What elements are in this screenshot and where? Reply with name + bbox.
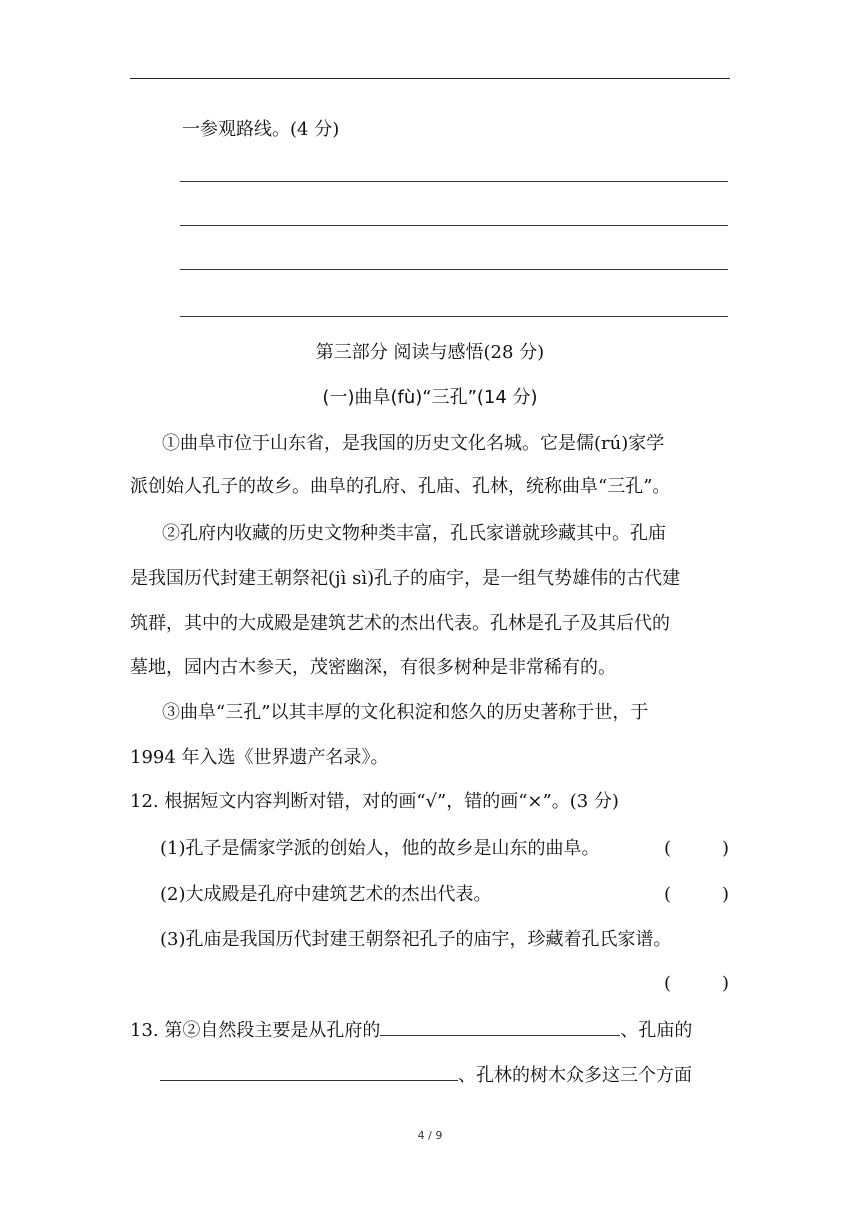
q12-item-1: (1)孔子是儒家学派的创始人，他的故乡是山东的曲阜。	[160, 838, 600, 859]
q12-item-2-open-paren: (	[664, 884, 672, 905]
passage-p1-line2: 派创始人孔子的故乡。曲阜的孔府、孔庙、孔林，统称曲阜“三孔”。	[130, 476, 671, 497]
q12-item-3-answer-box[interactable]	[676, 972, 720, 996]
answer-line-2[interactable]	[180, 225, 728, 226]
passage-p2-line1: ②孔府内收藏的历史文物种类丰富，孔氏家谱就珍藏其中。孔庙	[162, 523, 666, 544]
q12-item-3: (3)孔庙是我国历代封建王朝祭祀孔子的庙宇，珍藏着孔氏家谱。	[160, 929, 672, 950]
q12-item-1-answer-box[interactable]	[676, 837, 720, 861]
passage-p1-line1: ①曲阜市位于山东省，是我国的历史文化名城。它是儒(rú)家学	[162, 433, 665, 454]
page-number: 4 / 9	[417, 1129, 443, 1142]
q13-blank-2[interactable]	[160, 1062, 458, 1081]
q12-item-2-close-paren: )	[722, 884, 730, 905]
q12-item-1-open-paren: (	[664, 838, 672, 859]
q12-item-1-close-paren: )	[722, 838, 730, 859]
q12-item-2-answer-box[interactable]	[676, 883, 720, 907]
q13-mid: 、孔庙的	[620, 1020, 693, 1041]
passage-p3-line1: ③曲阜“三孔”以其丰厚的文化积淀和悠久的历史著称于世，于	[162, 702, 649, 723]
question-11-tail: 一参观路线。(4 分)	[182, 119, 340, 140]
part-3-heading: 第三部分 阅读与感悟(28 分)	[315, 342, 545, 363]
passage-title: (一)曲阜(fù)“三孔”(14 分)	[322, 387, 538, 408]
q13-tail: 、孔林的树木众多这三个方面	[458, 1065, 692, 1086]
question-13-line2	[160, 1062, 692, 1088]
passage-p2-line4: 墓地，园内古木参天，茂密幽深，有很多树种是非常稀有的。	[130, 657, 616, 678]
q12-item-2: (2)大成殿是孔府中建筑艺术的杰出代表。	[160, 884, 492, 905]
answer-line-3[interactable]	[180, 269, 728, 270]
q12-item-3-open-paren: (	[664, 973, 672, 994]
passage-p2-line3: 筑群，其中的大成殿是建筑艺术的杰出代表。孔林是孔子及其后代的	[130, 613, 670, 634]
header-rule	[130, 78, 730, 79]
answer-line-4[interactable]	[180, 316, 728, 317]
q13-prefix: 13. 第②自然段主要是从孔府的	[130, 1020, 381, 1041]
question-13-line1	[130, 1017, 692, 1043]
question-12-stem: 12. 根据短文内容判断对错，对的画“√”，错的画“×”。(3 分)	[130, 791, 619, 812]
q13-blank-1[interactable]	[380, 1017, 620, 1036]
answer-line-1[interactable]	[180, 181, 728, 182]
passage-p3-line2: 1994 年入选《世界遗产名录》。	[130, 747, 389, 768]
q12-item-3-close-paren: )	[722, 973, 730, 994]
passage-p2-line2: 是我国历代封建王朝祭祀(jì sì)孔子的庙宇，是一组气势雄伟的古代建	[130, 568, 681, 589]
